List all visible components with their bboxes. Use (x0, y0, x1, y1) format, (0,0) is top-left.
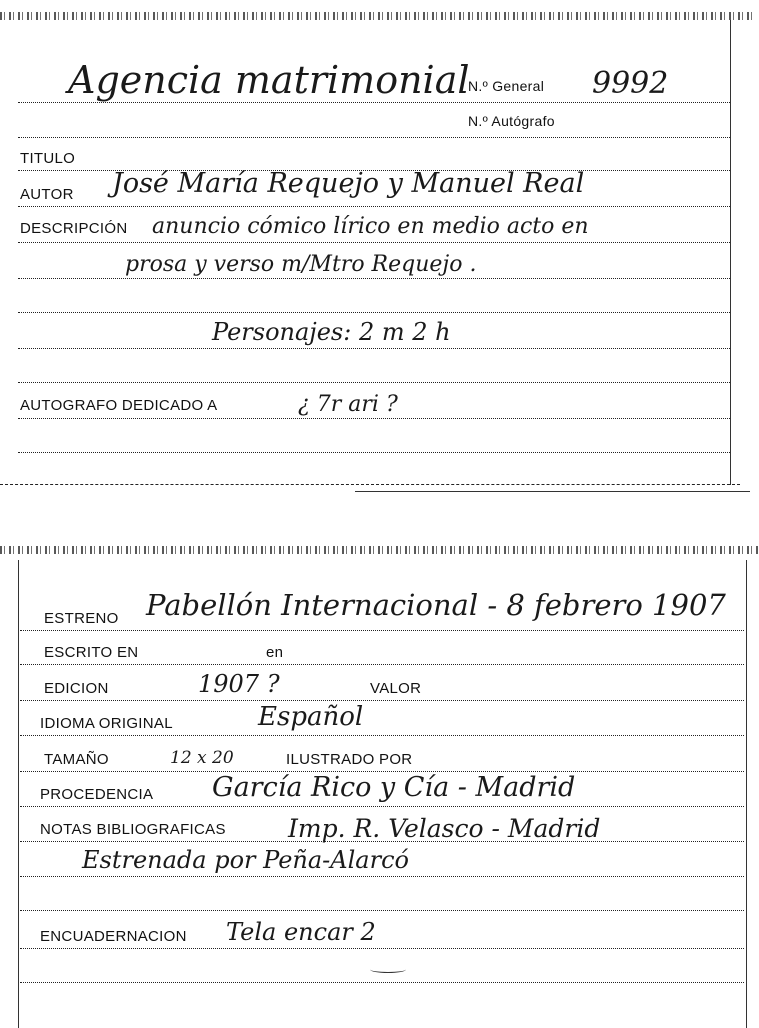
rule-10 (18, 418, 730, 419)
titulo-label: TITULO (20, 150, 76, 167)
edicion-label: EDICION (44, 680, 109, 697)
handwritten-mark (370, 966, 406, 973)
card-left-edge (18, 560, 19, 1028)
rule-6 (18, 278, 730, 279)
scan-noise-bottom (0, 546, 759, 554)
rule-b3 (20, 700, 744, 701)
card-shadow-edge (355, 491, 750, 492)
encuadernacion-label: ENCUADERNACION (40, 928, 187, 945)
rule-11 (18, 452, 730, 453)
numero-general-value: 9992 (592, 66, 669, 101)
rule-1 (18, 102, 730, 103)
procedencia-label: PROCEDENCIA (40, 786, 154, 803)
tamano-label: TAMAÑO (44, 751, 109, 768)
rule-7 (18, 312, 730, 313)
card-bottom-edge (0, 484, 740, 485)
ilustrado-label: ILUSTRADO POR (286, 751, 413, 768)
rule-b1 (20, 630, 744, 631)
rule-b2 (20, 664, 744, 665)
rule-b6 (20, 806, 744, 807)
rule-b10 (20, 948, 744, 949)
numero-autografo-label: N.º Autógrafo (468, 113, 555, 129)
estreno-value: Pabellón Internacional - 8 febrero 1907 (146, 588, 726, 622)
descripcion-label: DESCRIPCIÓN (20, 220, 128, 237)
encuadernacion-value: Tela encar 2 (226, 918, 376, 946)
rule-b7 (20, 841, 744, 842)
idioma-label: IDIOMA ORIGINAL (40, 715, 173, 732)
escrito-label: ESCRITO EN (44, 644, 139, 661)
estreno-label: ESTRENO (44, 610, 119, 627)
rule-b8 (20, 876, 744, 877)
rule-b11 (20, 982, 744, 983)
rule-2 (18, 137, 730, 138)
card-right-edge (730, 20, 731, 485)
idioma-value: Español (258, 702, 364, 732)
rule-8 (18, 348, 730, 349)
scan-noise-top (0, 12, 752, 20)
descripcion-line-2: prosa y verso m/Mtro Requejo . (125, 252, 477, 277)
valor-label: VALOR (370, 680, 422, 697)
tamano-value: 12 x 20 (170, 748, 234, 768)
personajes: Personajes: 2 m 2 h (212, 318, 451, 346)
edicion-value: 1907 ? (198, 670, 280, 698)
notas-value-1: Imp. R. Velasco - Madrid (288, 814, 601, 843)
obra-title: Agencia matrimonial (68, 58, 470, 102)
rule-5 (18, 242, 730, 243)
rule-4 (18, 206, 730, 207)
card-right-edge-2 (746, 560, 747, 1028)
escrito-en-label: en (266, 644, 284, 661)
autor-label: AUTOR (20, 186, 74, 203)
notas-label: NOTAS BIBLIOGRAFICAS (40, 821, 226, 838)
autor-value: José María Requejo y Manuel Real (112, 168, 585, 199)
notas-value-2: Estrenada por Peña-Alarcó (82, 846, 409, 874)
numero-general-label: N.º General (468, 78, 545, 94)
descripcion-line-1: anuncio cómico lírico en medio acto en (152, 214, 589, 239)
rule-b4 (20, 735, 744, 736)
autografo-dedicado-value: ¿ 7r ari ? (298, 392, 398, 417)
procedencia-value: García Rico y Cía - Madrid (212, 772, 576, 803)
rule-b9 (20, 910, 744, 911)
rule-9 (18, 382, 730, 383)
autografo-dedicado-label: AUTOGRAFO DEDICADO A (20, 397, 218, 414)
